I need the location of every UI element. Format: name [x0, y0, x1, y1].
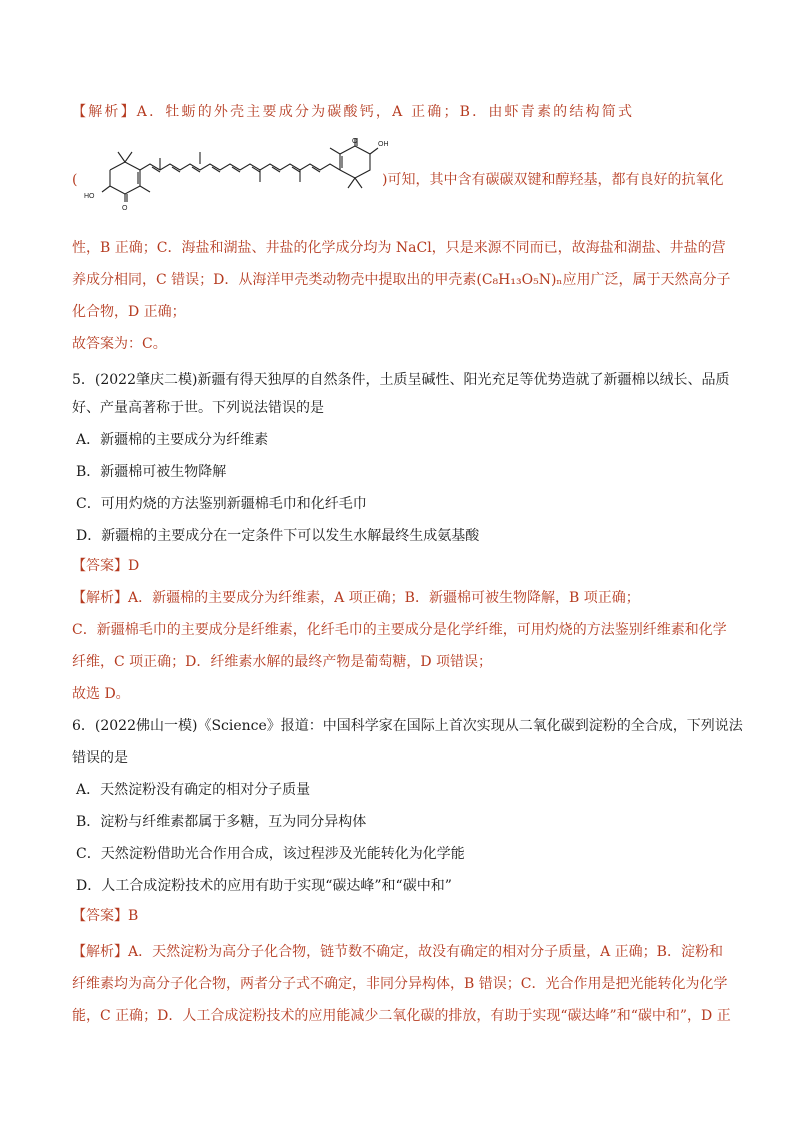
- q5-option-d: D．新疆棉的主要成分在一定条件下可以发生水解最终生成氨基酸: [76, 528, 480, 544]
- q5-conclusion: 故选 D。: [72, 686, 130, 702]
- mol-label-o1: O: [122, 205, 128, 212]
- analysis-conclusion: 故答案为：C。: [72, 336, 167, 352]
- q5-analysis-line-1: 【解析】A．新疆棉的主要成分为纤维素，A 项正确；B．新疆棉可被生物降解，B 项正确；: [72, 590, 640, 606]
- mol-label-oh: OH: [378, 141, 389, 148]
- mol-label-ho: HO: [84, 193, 95, 200]
- q5-analysis-line-2: C．新疆棉毛巾的主要成分是纤维素，化纤毛巾的主要成分是化学纤维，可用灼烧的方法鉴别纤维素和化学: [72, 622, 727, 638]
- analysis-line-3: 性，B 正确；C．海盐和湖盐、井盐的化学成分均为 NaCl，只是来源不同而已，故海盐和湖盐、井盐的营: [72, 240, 726, 256]
- q5-option-c: C．可用灼烧的方法鉴别新疆棉毛巾和化纤毛巾: [76, 496, 367, 512]
- q5-analysis-line-3: 纤维，C 项正确；D．纤维素水解的最终产物是葡萄糖，D 项错误；: [72, 654, 493, 670]
- q5-answer: 【答案】D: [72, 558, 140, 574]
- q6-stem-line-1: 6．(2022佛山一模)《Science》报道：中国科学家在国际上首次实现从二氧化碳到淀粉的全合成，下列说法: [72, 718, 743, 734]
- q6-option-a: A．天然淀粉没有确定的相对分子质量: [76, 782, 311, 798]
- q6-stem-line-2: 错误的是: [72, 750, 128, 766]
- analysis-line-4: 养成分相同，C 错误；D．从海洋甲壳类动物壳中提取出的甲壳素(C₈H₁₃O₅N)ₙ应用广泛，属于天然高分子: [72, 272, 731, 288]
- paren-open: (: [72, 172, 78, 188]
- q6-analysis-line-1: 【解析】A．天然淀粉为高分子化合物，链节数不确定，故没有确定的相对分子质量，A 正确；B．淀粉和: [72, 944, 723, 960]
- q5-stem-line-1: 5．(2022肇庆二模)新疆有得天独厚的自然条件，土质呈碱性、阳光充足等优势造就了新疆棉以绒长、品质: [72, 372, 730, 388]
- q6-analysis-line-2: 纤维素均为高分子化合物，两者分子式不确定，非同分异构体，B 错误；C．光合作用是把光能转化为化学: [72, 976, 728, 992]
- q6-option-c: C．天然淀粉借助光合作用合成，该过程涉及光能转化为化学能: [76, 846, 465, 862]
- analysis-line-1: 【解析】A．牡蛎的外壳主要成分为碳酸钙，A 正确；B．由虾青素的结构简式: [72, 104, 635, 120]
- q6-answer: 【答案】B: [72, 908, 139, 924]
- q5-option-a: A．新疆棉的主要成分为纤维素: [76, 432, 269, 448]
- q6-option-d: D．人工合成淀粉技术的应用有助于实现“碳达峰”和“碳中和”: [76, 878, 452, 894]
- q5-option-b: B．新疆棉可被生物降解: [76, 464, 227, 480]
- analysis-line-2-rest: )可知，其中含有碳碳双键和醇羟基，都有良好的抗氧化: [382, 172, 724, 188]
- q5-stem-line-2: 好、产量高著称于世。下列说法错误的是: [72, 400, 324, 416]
- mol-label-o2: O: [352, 138, 358, 145]
- q6-analysis-line-3: 能，C 正确；D．人工合成淀粉技术的应用能减少二氧化碳的排放，有助于实现“碳达峰”和“碳中和”，D 正: [72, 1008, 731, 1024]
- analysis-line-5: 化合物，D 正确；: [72, 304, 186, 320]
- q6-option-b: B．淀粉与纤维素都属于多糖，互为同分异构体: [76, 814, 367, 830]
- astaxanthin-structure: [80, 136, 389, 216]
